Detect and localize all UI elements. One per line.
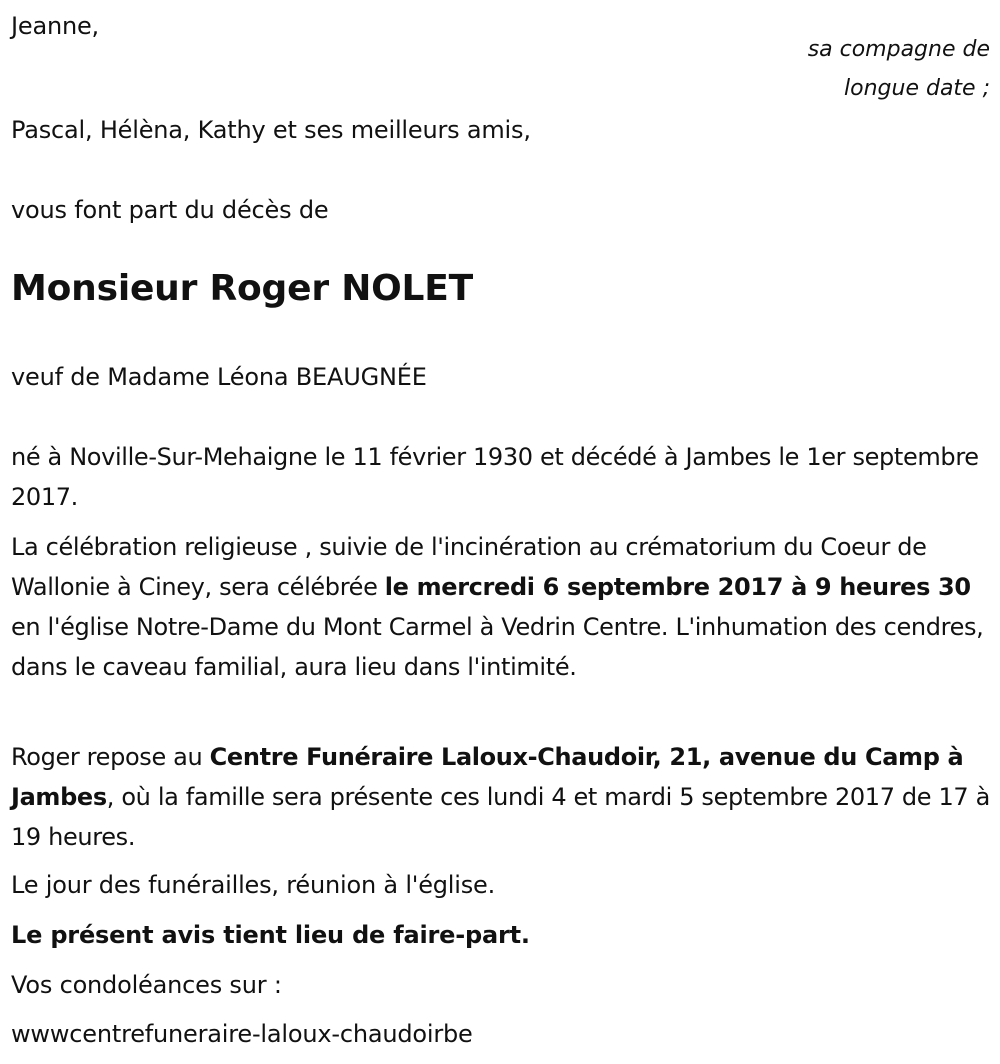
website-link[interactable]: wwwcentrefuneraire-laloux-chaudoirbe <box>11 1020 473 1048</box>
birth-death-paragraph: né à Noville-Sur-Mehaigne le 11 février 1930 et décédé à Jambes le 1er septembre 2017. <box>11 443 979 511</box>
repose-paragraph <box>11 737 996 857</box>
faire-part-line: Le présent avis tient lieu de faire-part. <box>11 921 530 949</box>
repose-text-2: , où la famille sera présente ces lundi 4 et mardi 5 septembre 2017 de 17 à 19 heures. <box>11 783 990 851</box>
ceremony-text-2: en l'église Notre-Dame du Mont Carmel à Vedrin Centre. L'inhumation des cendres, dans le caveau familial, aura lieu dans l'intimité. <box>11 613 984 681</box>
ceremony-text-1: La célébration religieuse , suivie de l'incinération au crématorium du Coeur de Wallonie à Ciney, sera célébrée <box>11 533 927 601</box>
repose-text-1: Roger repose au <box>11 743 210 771</box>
deceased-name: Monsieur Roger NOLET <box>11 268 474 309</box>
recipient-jeanne: Jeanne, <box>11 12 99 40</box>
ceremony-paragraph <box>11 527 996 687</box>
family-line: Pascal, Hélèna, Kathy et ses meilleurs amis, <box>11 116 531 144</box>
condolences-label: Vos condoléances sur : <box>11 971 282 999</box>
widower-line: veuf de Madame Léona BEAUGNÉE <box>11 363 427 391</box>
repose-place: Centre Funéraire Laloux-Chaudoir, 21, avenue du Camp à Jambes <box>11 743 964 811</box>
funeral-day-line: Le jour des funérailles, réunion à l'église. <box>11 871 496 899</box>
announcement-line: vous font part du décès de <box>11 196 329 224</box>
companion-line-2: longue date ; <box>844 76 990 101</box>
companion-line-1: sa compagne de <box>807 37 990 62</box>
ceremony-date: le mercredi 6 septembre 2017 à 9 heures 30 <box>384 573 971 601</box>
